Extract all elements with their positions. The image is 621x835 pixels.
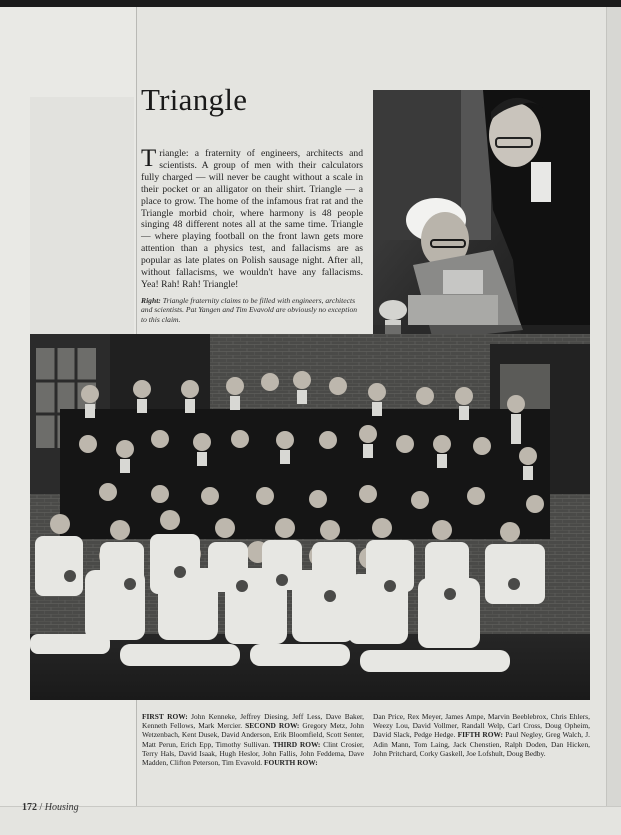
roster-row-label: FIRST ROW: (142, 712, 188, 721)
roster-row-label: THIRD ROW: (272, 739, 321, 749)
roster-right-column (373, 712, 590, 758)
photo-caption (141, 296, 363, 324)
left-margin-panel (30, 97, 134, 347)
roster-row-label: FIFTH ROW: (457, 730, 503, 740)
drop-cap: T (141, 145, 157, 172)
group-photo-image (30, 334, 590, 700)
roster-names: Gregory Metz, John Wetzenbach, Kent Dusek, David Anderson, Erik Bloomfield, Scott Senter, Matt Perun, Erich Epp, Timothy Sullivan. (142, 721, 364, 749)
roster-left-column (142, 712, 364, 767)
roster-names: John Kenneke, Jeffrey Diesing, Jeff Less, Dave Baker, Kenneth Fellows, Mark Mercier. (142, 712, 364, 731)
footer-strip (0, 806, 621, 835)
caption-text: Triangle fraternity claims to be filled with engineers, architects and scientists. Pat Yangen and Tim Evavold are obviously no exception to this claim. (141, 296, 358, 324)
roster-names: Paul Negley, Greg Walch, J. Adin Mann, Tom Laing, Jack Chenstien, Ralph Doden, Dan Hicken, John Pritchard, Corky Gaskell, Joe Lofshult, Doug Bedby. (373, 730, 590, 758)
group-photo (30, 334, 590, 700)
page-number: 172 (22, 802, 37, 813)
roster-names: Dan Price, Rex Meyer, James Ampe, Marvin Beeblebrox, Chris Ehlers, Weezy Lou, David Vollmer, Randall Welp, Carl Cross, Doug Opheim, David Slack, Pedge Hedge. (373, 712, 590, 740)
caption-lead: Right: (141, 296, 161, 305)
page-title: Triangle (141, 82, 248, 117)
roster-row-label: SECOND ROW: (245, 721, 300, 731)
page-folio (22, 802, 79, 813)
top-border (0, 0, 621, 7)
article-body (141, 145, 363, 291)
roster-names: Clint Crosier, Terry Hals, David Isaak, Hugh Heslor, John Fallis, John Feddema, Dave Madden, Clifton Peterson, Tim Evavold. (142, 739, 364, 768)
folio-separator: / (37, 802, 45, 813)
study-photo (373, 90, 590, 356)
study-photo-image (373, 90, 590, 356)
section-name: Housing (44, 802, 79, 813)
roster-row-label: FOURTH ROW: (263, 758, 318, 768)
right-margin (606, 7, 621, 807)
article-text: riangle: a fraternity of engineers, architects and scientists. A group of men with their calculators fully charged — will never be caught without a scale in their pocket or an alligator on their shirt. Triangle — a place to grow. The home of the infamous frat rat and the Triangle morbid choir, where harmony is 48 people singing 48 different notes all at the same time. Triangle — where playing football on the front lawn gets more attention than a physics test, and fallacisms are as popular as late plates on Polish sausage night. After all, without fallacisms, we wouldn't have any fallacisms. Yea! Rah! Rah! Triangle! (141, 148, 363, 290)
